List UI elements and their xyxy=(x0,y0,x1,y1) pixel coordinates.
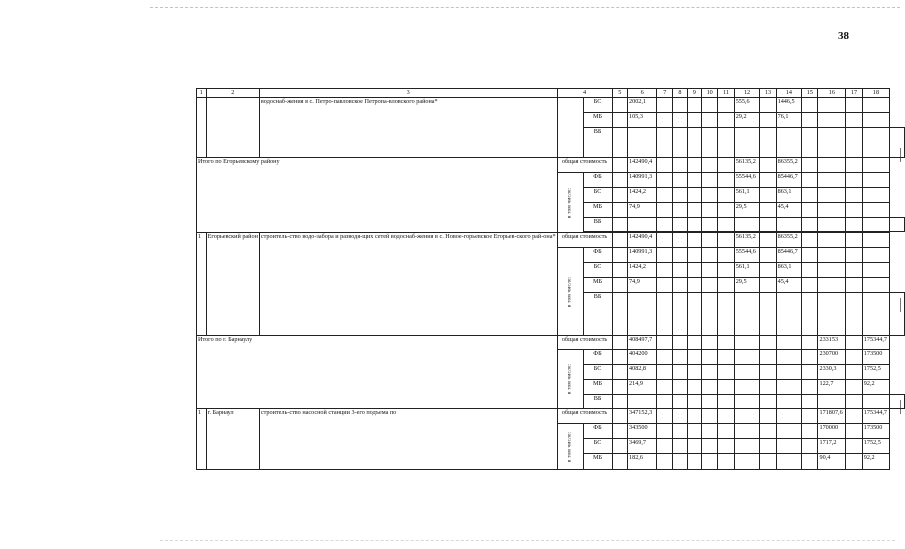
cell-c14: 863,1 xyxy=(776,188,802,203)
cell-c18: 173500 xyxy=(862,424,889,439)
cell-source: БС xyxy=(583,188,612,203)
cell-c16: 233153 xyxy=(818,336,846,350)
cell-num: 1 xyxy=(197,409,207,470)
cell-description: строитель-ство насосной станции 3-его подъема по xyxy=(259,409,557,470)
cell-district xyxy=(206,98,259,158)
cell-c6: 343500 xyxy=(628,424,657,439)
cell-source: ВБ xyxy=(583,395,612,409)
cell-source: общая стоимость xyxy=(557,158,612,173)
cell-c12: 29,5 xyxy=(734,203,760,218)
cell-c6: 105,3 xyxy=(628,113,657,128)
cell-source: ВБ xyxy=(583,128,612,158)
cell-source: ФБ xyxy=(583,424,612,439)
cell-source: БС xyxy=(583,365,612,380)
cell-c6: 3469,7 xyxy=(628,439,657,454)
cell-description: водоснаб-жения в с. Петро-павловское Петропа-вловского района* xyxy=(259,98,557,158)
cell-source: общая стоимость xyxy=(557,336,612,350)
header-cell: 8 xyxy=(673,89,687,98)
header-cell: 10 xyxy=(702,89,718,98)
cell-num: 1 xyxy=(197,233,207,336)
cell-c18: 92,2 xyxy=(862,454,889,470)
cell-source: ФБ xyxy=(583,248,612,263)
cell-c16: 1717,2 xyxy=(818,439,846,454)
cell-c6: 214,9 xyxy=(628,380,657,395)
cell-c18: 92,2 xyxy=(862,380,889,395)
cell-c12: 56135,2 xyxy=(734,233,760,248)
cell-c6: 140991,3 xyxy=(628,173,657,188)
header-cell: 17 xyxy=(846,89,863,98)
cell-total-label: Итого по г. Барнаулу xyxy=(197,336,558,409)
header-cell: 4 xyxy=(557,89,612,98)
cell-c16: 90,4 xyxy=(818,454,846,470)
cell-c18: 175344,7 xyxy=(862,336,889,350)
cell-source: МБ xyxy=(583,278,612,293)
cell-total-label: Итого по Егорьевскому району xyxy=(197,158,558,233)
cell-c6: 404200 xyxy=(628,350,657,365)
cell-source: общая стоимость xyxy=(557,233,612,248)
cell-source: ВБ xyxy=(583,293,612,336)
cell-district: г. Барнаул xyxy=(206,409,259,470)
cell-c14: 45,4 xyxy=(776,278,802,293)
cell-c6: 1424,2 xyxy=(628,188,657,203)
cell-c14: 863,1 xyxy=(776,263,802,278)
cell-c12: 29,2 xyxy=(734,113,760,128)
cell-c6: 142490,4 xyxy=(628,158,657,173)
cell-c14: 85446,7 xyxy=(776,173,802,188)
cell-source: БС xyxy=(583,263,612,278)
cell-c12: 29,5 xyxy=(734,278,760,293)
cell-c6: 408497,7 xyxy=(628,336,657,350)
header-cell: 16 xyxy=(818,89,846,98)
header-cell: 15 xyxy=(802,89,818,98)
cell-c18: 1752,5 xyxy=(862,439,889,454)
table-row xyxy=(197,336,905,350)
header-cell: 6 xyxy=(628,89,657,98)
cell-source: БС xyxy=(583,439,612,454)
cell-c18: 175344,7 xyxy=(862,409,889,424)
cell-c6: 2002,1 xyxy=(628,98,657,113)
cell-c16: 171807,6 xyxy=(818,409,846,424)
cell-c14: 1446,5 xyxy=(776,98,802,113)
header-cell: 11 xyxy=(718,89,734,98)
table-row xyxy=(197,158,905,173)
cell-vtom: в том числе: xyxy=(557,424,583,470)
cell-c12: 55544,6 xyxy=(734,173,760,188)
header-cell: 13 xyxy=(760,89,776,98)
cell-source: общая стоимость xyxy=(557,409,612,424)
header-cell: 14 xyxy=(776,89,802,98)
cell-c6: 1424,2 xyxy=(628,263,657,278)
header-cell: 18 xyxy=(862,89,889,98)
cell-source: ФБ xyxy=(583,350,612,365)
header-cell: 5 xyxy=(612,89,627,98)
cell-c12: 561,1 xyxy=(734,188,760,203)
header-cell: 9 xyxy=(687,89,701,98)
table-row xyxy=(197,233,905,248)
cell-district: Егорьевский район xyxy=(206,233,259,336)
table-row xyxy=(197,409,905,424)
cell-c18: 173500 xyxy=(862,350,889,365)
cell-source: МБ xyxy=(583,113,612,128)
cell-c14: 76,1 xyxy=(776,113,802,128)
header-cell: 2 xyxy=(206,89,259,98)
cell-source: МБ xyxy=(583,454,612,470)
cell-source: МБ xyxy=(583,203,612,218)
cell-c14: 85446,7 xyxy=(776,248,802,263)
cell-c6: 347152,3 xyxy=(628,409,657,424)
cell-description: строитель-ство водо-забора и разводя-щих сетей водоснаб-жения в с. Новое-горьевское Егорьев-ского рай-она* xyxy=(259,233,557,336)
cell-c14: 86355,2 xyxy=(776,233,802,248)
header-cell: 3 xyxy=(259,89,557,98)
cell-c6: 74,9 xyxy=(628,203,657,218)
cell-blank xyxy=(557,98,583,158)
cell-vtom: в том числе: xyxy=(557,350,583,409)
cell-c5 xyxy=(612,98,627,113)
cell-c6: 142490,4 xyxy=(628,233,657,248)
cell-c6: 4082,8 xyxy=(628,365,657,380)
cell-c6: 140991,3 xyxy=(628,248,657,263)
header-row xyxy=(197,89,905,98)
scan-artifact-bottom xyxy=(160,540,895,541)
cell-source: МБ xyxy=(583,380,612,395)
header-cell: 1 xyxy=(197,89,207,98)
table-row xyxy=(197,98,905,113)
cell-c6: 182,6 xyxy=(628,454,657,470)
header-cell: 12 xyxy=(734,89,760,98)
cell-c12: 555,6 xyxy=(734,98,760,113)
cell-source: ФБ xyxy=(583,173,612,188)
cell-c16: 122,7 xyxy=(818,380,846,395)
cell-c14: 45,4 xyxy=(776,203,802,218)
scan-artifact-top xyxy=(150,7,900,8)
cell-c18: 1752,5 xyxy=(862,365,889,380)
budget-table xyxy=(196,88,905,470)
cell-c14: 86355,2 xyxy=(776,158,802,173)
cell-c16: 170000 xyxy=(818,424,846,439)
cell-c6: 74,9 xyxy=(628,278,657,293)
cell-source: БС xyxy=(583,98,612,113)
cell-c12: 56135,2 xyxy=(734,158,760,173)
cell-c12: 561,1 xyxy=(734,263,760,278)
page-number: 38 xyxy=(838,30,849,42)
cell-c16: 2330,3 xyxy=(818,365,846,380)
cell-vtom: в том числе: xyxy=(557,248,583,336)
header-cell: 7 xyxy=(657,89,673,98)
cell-vtom: в том числе: xyxy=(557,173,583,233)
cell-c16: 230700 xyxy=(818,350,846,365)
cell-source: ВБ xyxy=(583,218,612,232)
cell-c12: 55544,6 xyxy=(734,248,760,263)
cell-num xyxy=(197,98,207,158)
